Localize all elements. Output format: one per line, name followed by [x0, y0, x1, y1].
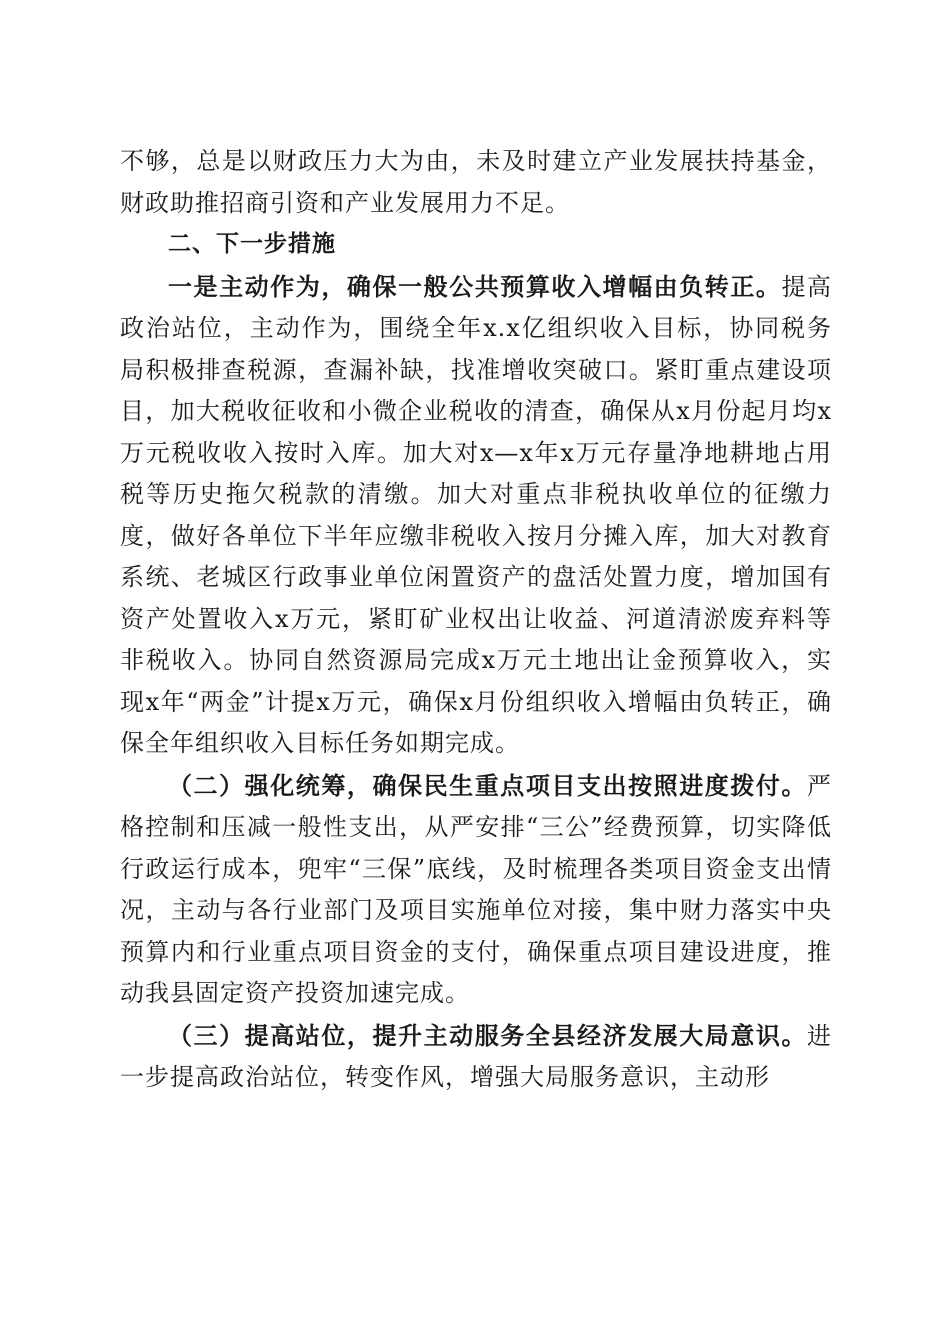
paragraph-lead: （三）提高站位，提升主动服务全县经济发展大局意识。: [168, 1020, 807, 1050]
paragraph-measure-1: [120, 266, 832, 765]
paragraph-continued: 不够，总是以财政压力大为由，未及时建立产业发展扶持基金，财政助推招商引资和产业发展用力不足。: [120, 147, 832, 217]
section-heading: 二、下一步措施: [168, 231, 336, 257]
paragraph-measure-3: [120, 1015, 832, 1099]
paragraph-body: 严格控制和压减一般性支出，从严安排“三公”经费预算，切实降低行政运行成本，兜牢“三保”底线，及时梳理各类项目资金支出情况，主动与各行业部门及项目实施单位对接，集中财力落实中央预算内和行业重点项目资金的支付，确保重点项目建设进度，推动我县固定资产投资加速完成。: [120, 771, 832, 1007]
document-body: [120, 141, 832, 1099]
paragraph-body: 进一步提高政治站位，转变作风，增强大局服务意识，主动形: [120, 1021, 832, 1091]
paragraph-measure-2: [120, 765, 832, 1015]
paragraph-lead: （二）强化统筹，确保民生重点项目支出按照进度拨付。: [168, 770, 807, 800]
paragraph-lead: 一是主动作为，确保一般公共预算收入增幅由负转正。: [168, 271, 782, 301]
paragraph-body: 提高政治站位，主动作为，围绕全年x.x亿组织收入目标，协同税务局积极排查税源，查漏补缺，找准增收突破口。紧盯重点建设项目，加大税收征收和小微企业税收的清查，确保从x月份起月均x万元税收收入按时入库。加大对x—x年x万元存量净地耕地占用税等历史拖欠税款的清缴。加大对重点非税执收单位的征缴力度，做好各单位下半年应缴非税收入按月分摊入库，加大对教育系统、老城区行政事业单位闲置资产的盘活处置力度，增加国有资产处置收入x万元，紧盯矿业权出让收益、河道清淤废弃料等非税收入。协同自然资源局完成x万元土地出让金预算收入，实现x年“两金”计提x万元，确保x月份组织收入增幅由负转正，确保全年组织收入目标任务如期完成。: [120, 272, 833, 757]
